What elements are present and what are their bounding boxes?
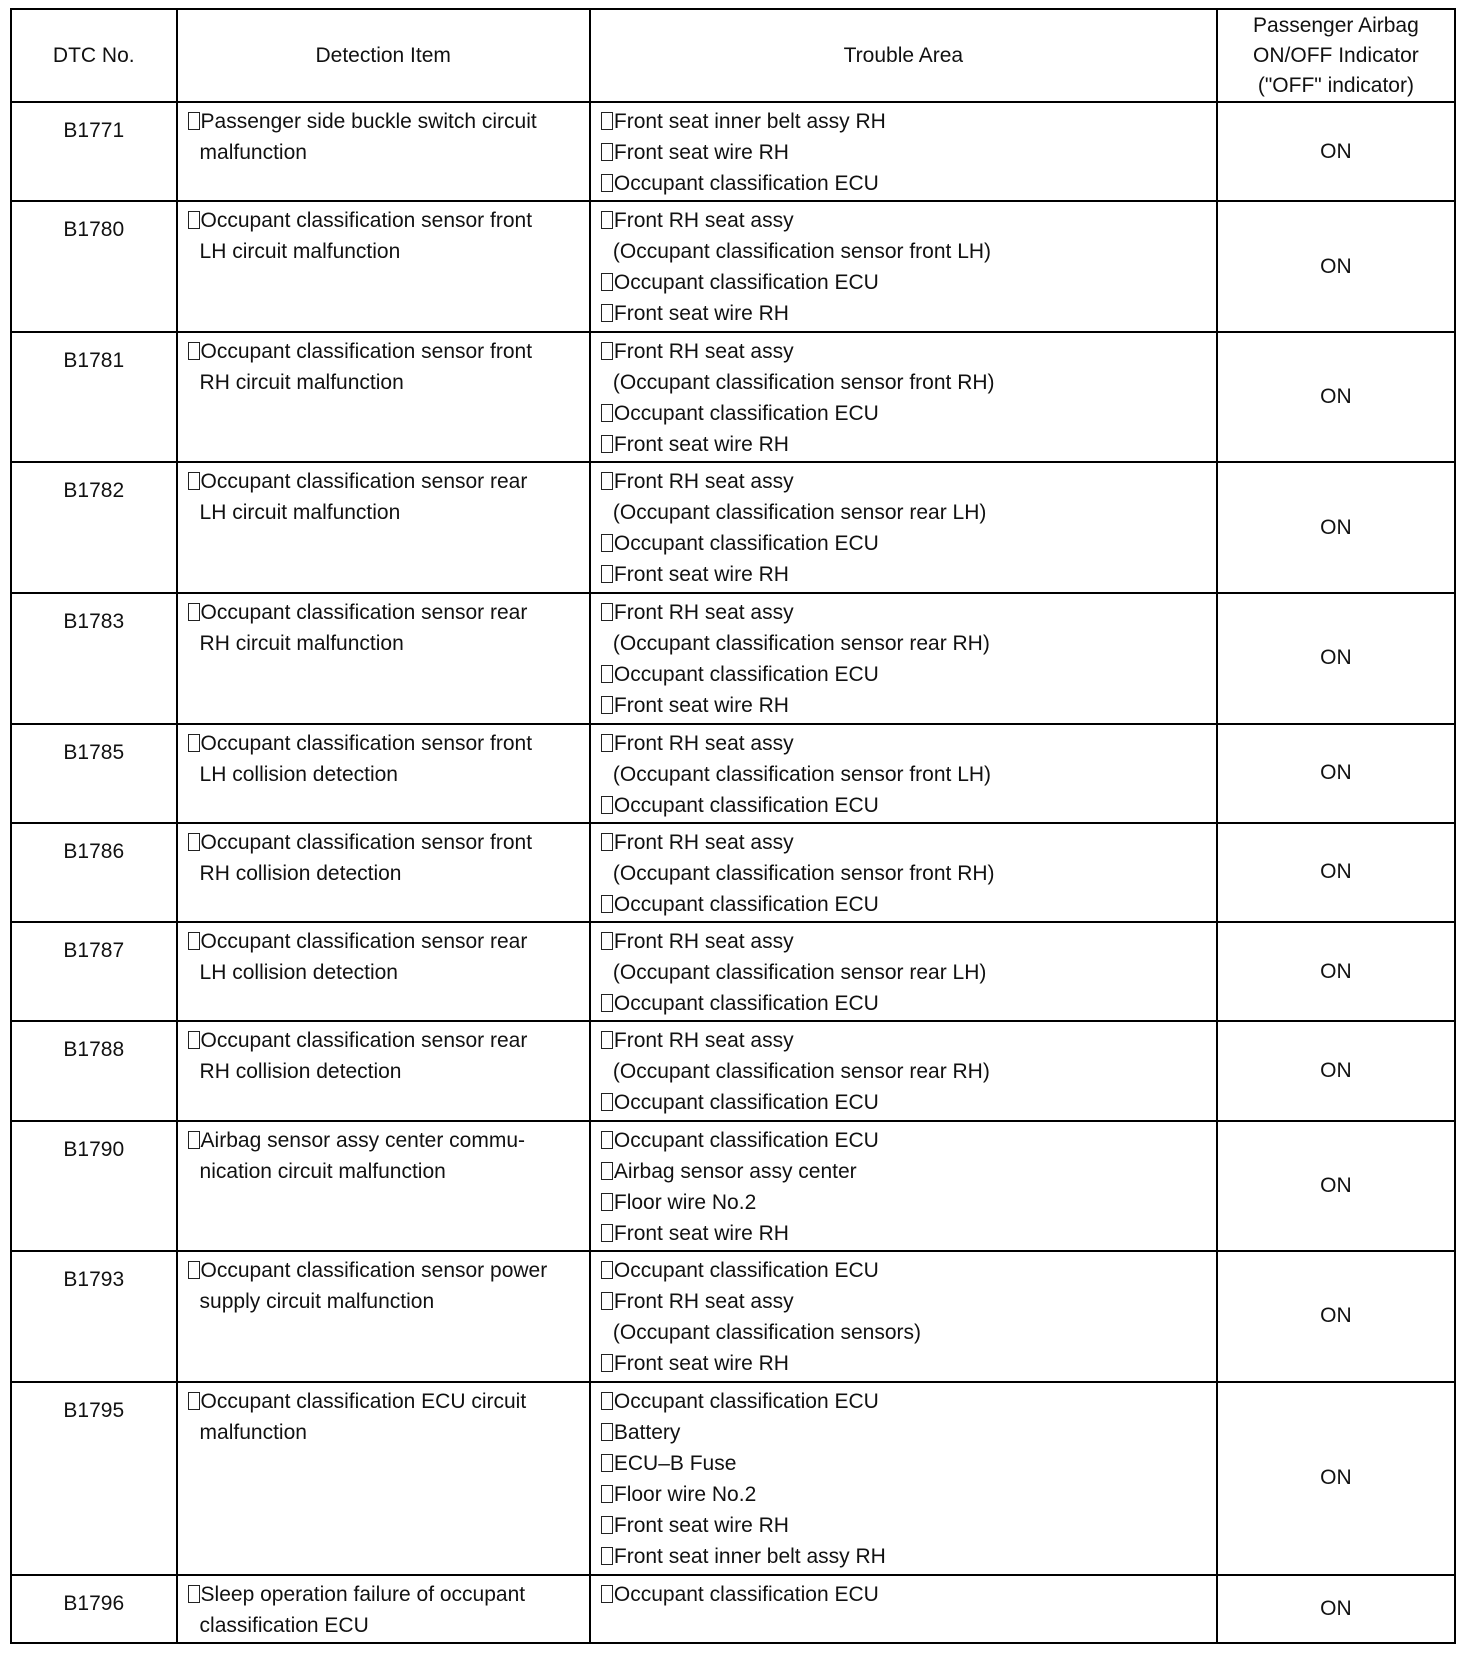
checkbox-icon (188, 932, 200, 950)
checkbox-icon (188, 1585, 200, 1603)
header-row (11, 9, 1455, 102)
trouble-area-line (601, 1187, 1210, 1218)
trouble-area-line (601, 1286, 1210, 1317)
trouble-area-line (601, 659, 1210, 690)
trouble-area-line (601, 1510, 1210, 1541)
detection-line (188, 926, 575, 957)
checkbox-icon (601, 534, 613, 552)
detection-text: RH circuit malfunction (199, 632, 404, 656)
trouble-area-text: Front seat wire RH (613, 432, 789, 456)
trouble-area-text: Floor wire No.2 (613, 1190, 757, 1214)
dtc-code: B1790 (11, 1121, 177, 1252)
trouble-area (590, 823, 1217, 922)
trouble-area (590, 1121, 1217, 1252)
checkbox-icon (601, 1423, 613, 1441)
detection-line (188, 205, 575, 236)
detection-text: RH circuit malfunction (199, 370, 404, 394)
trouble-area-line (601, 728, 1210, 759)
checkbox-icon (601, 1261, 613, 1279)
trouble-area-line (601, 957, 1210, 988)
checkbox-icon (601, 1093, 613, 1111)
dtc-code: B1781 (11, 332, 177, 463)
indicator-status: ON (1217, 823, 1455, 922)
table-row (11, 201, 1455, 332)
checkbox-icon (601, 211, 613, 229)
trouble-area-line (601, 267, 1210, 298)
trouble-area-line (601, 1541, 1210, 1572)
table-row (11, 1021, 1455, 1120)
detection-text: malfunction (199, 1420, 307, 1444)
detection-text: LH circuit malfunction (199, 240, 401, 264)
detection-line (188, 1025, 575, 1056)
checkbox-icon (601, 734, 613, 752)
detection-text: Occupant classification sensor power (200, 1259, 548, 1283)
checkbox-icon (601, 565, 613, 583)
trouble-area-text: (Occupant classification sensors) (612, 1321, 921, 1345)
indicator-status: ON (1217, 1382, 1455, 1575)
detection-text: Occupant classification sensor rear (200, 601, 528, 625)
dtc-code: B1796 (11, 1575, 177, 1643)
trouble-area (590, 201, 1217, 332)
detection-text: RH collision detection (199, 861, 402, 885)
detection-text: LH collision detection (199, 762, 398, 786)
trouble-area-line (601, 889, 1210, 920)
trouble-area-text: Front RH seat assy (613, 731, 794, 755)
header-dtc: DTC No. (11, 9, 177, 102)
detection-line (188, 497, 575, 528)
trouble-area-line (601, 858, 1210, 889)
trouble-area-text: Occupant classification ECU (613, 271, 879, 295)
table-row (11, 1382, 1455, 1575)
trouble-area-line (601, 1056, 1210, 1087)
detection-line (188, 1255, 575, 1286)
detection-line (188, 106, 575, 137)
checkbox-icon (601, 1031, 613, 1049)
checkbox-icon (188, 472, 200, 490)
detection-line (188, 1610, 575, 1641)
checkbox-icon (188, 342, 200, 360)
trouble-area-line (601, 497, 1210, 528)
detection-item (177, 462, 590, 593)
detection-line (188, 1386, 575, 1417)
checkbox-icon (601, 833, 613, 851)
dtc-code: B1787 (11, 922, 177, 1021)
trouble-area-line (601, 1025, 1210, 1056)
checkbox-icon (601, 1392, 613, 1410)
detection-line (188, 827, 575, 858)
trouble-area-line (601, 1317, 1210, 1348)
checkbox-icon (601, 932, 613, 950)
checkbox-icon (601, 1585, 613, 1603)
trouble-area-text: Front seat wire RH (613, 1513, 789, 1537)
trouble-area-line (601, 1448, 1210, 1479)
trouble-area (590, 1021, 1217, 1120)
trouble-area-text: Front RH seat assy (613, 339, 794, 363)
trouble-area-text: Occupant classification ECU (613, 992, 879, 1016)
detection-line (188, 466, 575, 497)
table-row (11, 332, 1455, 463)
detection-item (177, 332, 590, 463)
checkbox-icon (188, 1131, 200, 1149)
trouble-area-text: Occupant classification ECU (613, 892, 879, 916)
checkbox-icon (601, 603, 613, 621)
trouble-area-text: Occupant classification ECU (613, 1389, 879, 1413)
trouble-area-line (601, 528, 1210, 559)
checkbox-icon (601, 143, 613, 161)
trouble-area-text: (Occupant classification sensor rear LH) (612, 961, 987, 985)
detection-line (188, 858, 575, 889)
checkbox-icon (601, 665, 613, 683)
indicator-status: ON (1217, 1021, 1455, 1120)
checkbox-icon (601, 273, 613, 291)
detection-text: Occupant classification sensor front (200, 830, 533, 854)
trouble-area (590, 724, 1217, 823)
checkbox-icon (188, 734, 200, 752)
checkbox-icon (601, 1485, 613, 1503)
detection-line (188, 1056, 575, 1087)
trouble-area (590, 1251, 1217, 1382)
detection-text: malfunction (199, 141, 307, 164)
dtc-code: B1785 (11, 724, 177, 823)
detection-item (177, 593, 590, 724)
checkbox-icon (601, 435, 613, 453)
trouble-area-text: Front RH seat assy (613, 209, 794, 233)
table-row (11, 1121, 1455, 1252)
indicator-status: ON (1217, 1121, 1455, 1252)
trouble-area (590, 593, 1217, 724)
trouble-area-line (601, 106, 1210, 137)
trouble-area-line (601, 429, 1210, 460)
checkbox-icon (601, 342, 613, 360)
checkbox-icon (601, 1454, 613, 1472)
trouble-area-text: Airbag sensor assy center (613, 1159, 857, 1183)
table-row (11, 593, 1455, 724)
checkbox-icon (188, 112, 200, 130)
detection-line (188, 628, 575, 659)
checkbox-icon (601, 404, 613, 422)
detection-line (188, 759, 575, 790)
trouble-area-text: Occupant classification ECU (613, 1583, 879, 1607)
trouble-area-line (601, 759, 1210, 790)
detection-line (188, 1417, 575, 1448)
trouble-area-line (601, 367, 1210, 398)
table-row (11, 823, 1455, 922)
detection-item (177, 1251, 590, 1382)
trouble-area (590, 102, 1217, 201)
trouble-area-line (601, 1087, 1210, 1118)
table-row (11, 1575, 1455, 1643)
table-row (11, 102, 1455, 201)
table-body (11, 102, 1455, 1643)
detection-line (188, 957, 575, 988)
dtc-code: B1782 (11, 462, 177, 593)
trouble-area-text: Front RH seat assy (613, 470, 794, 494)
trouble-area-text: Occupant classification ECU (613, 663, 879, 687)
trouble-area-line (601, 1579, 1210, 1610)
detection-line (188, 1156, 575, 1187)
trouble-area-text: (Occupant classification sensor front RH) (612, 370, 995, 394)
trouble-area-text: Front seat wire RH (613, 1221, 789, 1245)
trouble-area-line (601, 1125, 1210, 1156)
indicator-status: ON (1217, 724, 1455, 823)
trouble-area-text: Front RH seat assy (613, 601, 794, 625)
detection-text: Occupant classification sensor rear (200, 930, 528, 954)
checkbox-icon (601, 696, 613, 714)
header-indicator-line: ("OFF" indicator) (1257, 73, 1414, 97)
detection-text: Occupant classification sensor front (200, 339, 533, 363)
trouble-area-text: Front RH seat assy (613, 1290, 794, 1314)
dtc-code: B1783 (11, 593, 177, 724)
trouble-area-text: Battery (613, 1420, 681, 1444)
checkbox-icon (188, 1392, 200, 1410)
checkbox-icon (601, 1224, 613, 1242)
trouble-area-text: Front seat wire RH (613, 1352, 789, 1376)
trouble-area-text: Occupant classification ECU (613, 1259, 879, 1283)
header-indicator (1217, 9, 1455, 102)
trouble-area-text: Front seat inner belt assy RH (613, 1544, 886, 1568)
trouble-area-line (601, 298, 1210, 329)
trouble-area-text: Occupant classification ECU (613, 172, 879, 195)
detection-line (188, 728, 575, 759)
indicator-status: ON (1217, 922, 1455, 1021)
detection-item (177, 201, 590, 332)
detection-text: LH circuit malfunction (199, 501, 401, 525)
detection-line (188, 1286, 575, 1317)
detection-text: Occupant classification sensor rear (200, 470, 528, 494)
detection-text: Airbag sensor assy center commu- (200, 1128, 526, 1152)
checkbox-icon (601, 1516, 613, 1534)
trouble-area-text: Front seat inner belt assy RH (613, 110, 886, 133)
detection-item (177, 1121, 590, 1252)
checkbox-icon (601, 994, 613, 1012)
detection-text: LH collision detection (199, 961, 398, 985)
trouble-area-line (601, 1348, 1210, 1379)
trouble-area (590, 1382, 1217, 1575)
trouble-area-text: Occupant classification ECU (613, 793, 879, 817)
indicator-status: ON (1217, 332, 1455, 463)
trouble-area-text: Front RH seat assy (613, 930, 794, 954)
detection-text: Occupant classification sensor front (200, 731, 533, 755)
detection-text: Occupant classification sensor rear (200, 1029, 528, 1053)
trouble-area-line (601, 466, 1210, 497)
checkbox-icon (188, 1261, 200, 1279)
detection-text: classification ECU (199, 1614, 369, 1638)
trouble-area-line (601, 1255, 1210, 1286)
trouble-area-line (601, 1479, 1210, 1510)
checkbox-icon (188, 603, 200, 621)
trouble-area-text: (Occupant classification sensor rear RH) (612, 1060, 990, 1084)
detection-item (177, 823, 590, 922)
indicator-status: ON (1217, 102, 1455, 201)
detection-line (188, 236, 575, 267)
table-row (11, 724, 1455, 823)
checkbox-icon (601, 1354, 613, 1372)
detection-item (177, 1382, 590, 1575)
dtc-code: B1780 (11, 201, 177, 332)
trouble-area-line (601, 1156, 1210, 1187)
header-detection-item: Detection Item (177, 9, 590, 102)
detection-text: Occupant classification sensor front (200, 209, 533, 233)
trouble-area-text: Front RH seat assy (613, 830, 794, 854)
trouble-area-text: Occupant classification ECU (613, 401, 879, 425)
detection-text: Sleep operation failure of occupant (200, 1583, 526, 1607)
trouble-area-line (601, 137, 1210, 168)
detection-line (188, 336, 575, 367)
trouble-area-text: Front RH seat assy (613, 1029, 794, 1053)
detection-text: Occupant classification ECU circuit (200, 1389, 527, 1413)
trouble-area-line (601, 926, 1210, 957)
checkbox-icon (601, 1131, 613, 1149)
checkbox-icon (601, 1162, 613, 1180)
checkbox-icon (601, 112, 613, 130)
indicator-status: ON (1217, 1575, 1455, 1643)
detection-item (177, 1575, 590, 1643)
trouble-area-line (601, 398, 1210, 429)
trouble-area-text: Floor wire No.2 (613, 1482, 757, 1506)
detection-item (177, 1021, 590, 1120)
trouble-area-text: (Occupant classification sensor front RH) (612, 861, 995, 885)
trouble-area-line (601, 205, 1210, 236)
dtc-code: B1795 (11, 1382, 177, 1575)
trouble-area-line (601, 628, 1210, 659)
dtc-code: B1786 (11, 823, 177, 922)
trouble-area-text: Front seat wire RH (613, 302, 789, 326)
trouble-area-line (601, 690, 1210, 721)
detection-line (188, 1579, 575, 1610)
dtc-table (10, 8, 1456, 1644)
trouble-area-line (601, 988, 1210, 1019)
trouble-area (590, 462, 1217, 593)
checkbox-icon (188, 833, 200, 851)
trouble-area-line (601, 559, 1210, 590)
trouble-area-text: Occupant classification ECU (613, 1091, 879, 1115)
trouble-area (590, 1575, 1217, 1643)
trouble-area-line (601, 336, 1210, 367)
checkbox-icon (601, 472, 613, 490)
dtc-code: B1793 (11, 1251, 177, 1382)
indicator-status: ON (1217, 593, 1455, 724)
detection-line (188, 597, 575, 628)
checkbox-icon (601, 895, 613, 913)
trouble-area-text: Occupant classification ECU (613, 1128, 879, 1152)
trouble-area (590, 922, 1217, 1021)
detection-item (177, 922, 590, 1021)
trouble-area-line (601, 790, 1210, 821)
trouble-area-text: (Occupant classification sensor front LH) (612, 240, 992, 264)
trouble-area-text: (Occupant classification sensor front LH) (612, 762, 992, 786)
table-row (11, 1251, 1455, 1382)
dtc-code: B1788 (11, 1021, 177, 1120)
header-trouble-area: Trouble Area (590, 9, 1217, 102)
indicator-status: ON (1217, 201, 1455, 332)
trouble-area-text: Front seat wire RH (613, 694, 789, 718)
detection-text: Passenger side buckle switch circuit (200, 110, 537, 133)
checkbox-icon (601, 174, 613, 192)
dtc-code: B1771 (11, 102, 177, 201)
trouble-area-line (601, 597, 1210, 628)
trouble-area-text: Front seat wire RH (613, 563, 789, 587)
trouble-area-line (601, 236, 1210, 267)
detection-line (188, 1125, 575, 1156)
checkbox-icon (601, 304, 613, 322)
checkbox-icon (601, 1547, 613, 1565)
detection-text: nication circuit malfunction (199, 1159, 446, 1183)
trouble-area (590, 332, 1217, 463)
checkbox-icon (188, 1031, 200, 1049)
checkbox-icon (601, 1292, 613, 1310)
trouble-area-line (601, 1386, 1210, 1417)
detection-text: RH collision detection (199, 1060, 402, 1084)
header-indicator-line: ON/OFF Indicator (1253, 43, 1419, 67)
indicator-status: ON (1217, 1251, 1455, 1382)
detection-line (188, 367, 575, 398)
trouble-area-text: Occupant classification ECU (613, 532, 879, 556)
trouble-area-line (601, 168, 1210, 199)
table-row (11, 462, 1455, 593)
checkbox-icon (601, 1193, 613, 1211)
detection-line (188, 137, 575, 168)
indicator-status: ON (1217, 462, 1455, 593)
trouble-area-line (601, 1417, 1210, 1448)
trouble-area-text: (Occupant classification sensor rear RH) (612, 632, 990, 656)
trouble-area-text: Front seat wire RH (613, 141, 789, 164)
trouble-area-text: (Occupant classification sensor rear LH) (612, 501, 987, 525)
detection-item (177, 102, 590, 201)
checkbox-icon (188, 211, 200, 229)
detection-text: supply circuit malfunction (199, 1290, 435, 1314)
trouble-area-text: ECU–B Fuse (613, 1451, 737, 1475)
header-indicator-line: Passenger Airbag (1253, 13, 1419, 37)
trouble-area-line (601, 1218, 1210, 1249)
detection-item (177, 724, 590, 823)
checkbox-icon (601, 796, 613, 814)
trouble-area-line (601, 827, 1210, 858)
table-row (11, 922, 1455, 1021)
